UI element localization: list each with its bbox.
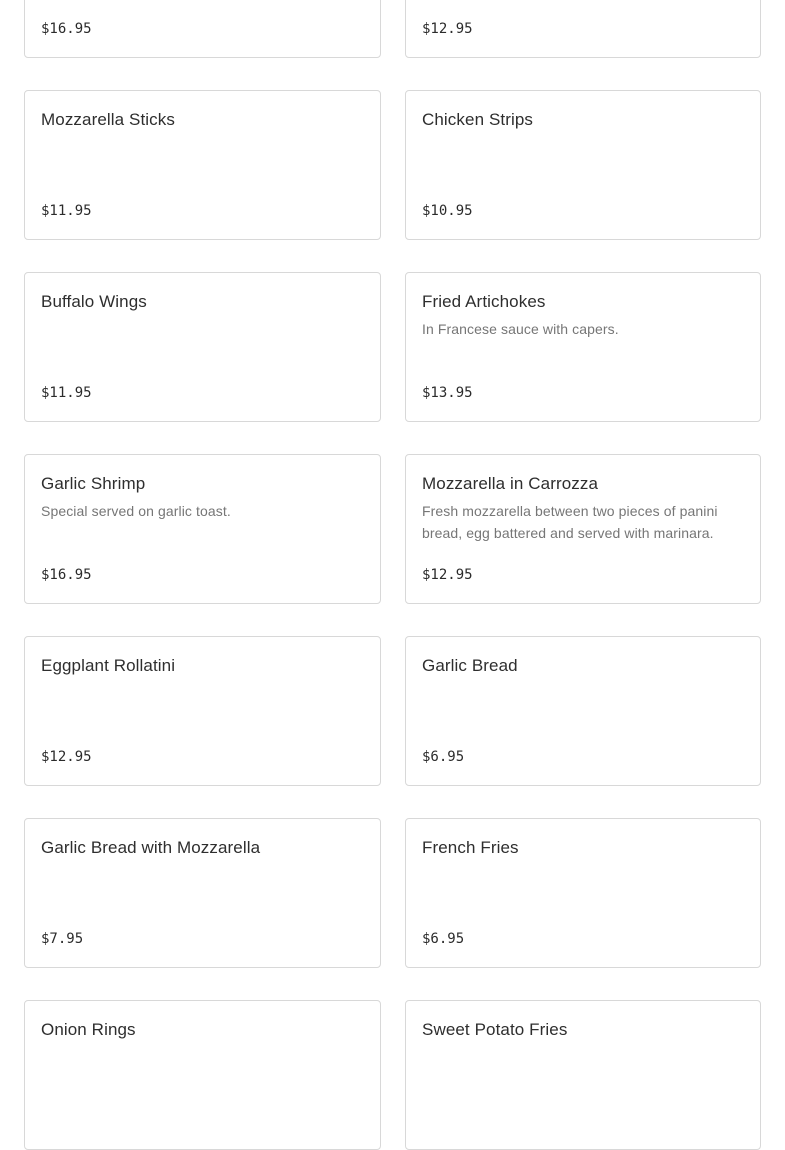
menu-item-name: Garlic Shrimp: [41, 474, 146, 493]
menu-item-price: $6.95: [422, 931, 465, 947]
menu-item-name: Mozzarella in Carrozza: [422, 474, 599, 493]
menu-item-price: $12.95: [422, 567, 473, 583]
menu-item-name: Fried Artichokes: [422, 292, 546, 311]
menu-item-name: Onion Rings: [41, 1020, 136, 1039]
menu-item-description: Fresh mozzarella between two pieces of panini bread, egg battered and served with marinara.: [422, 503, 718, 541]
menu-item-price: $11.95: [41, 203, 92, 219]
menu-item-price: $12.95: [422, 21, 473, 37]
menu-item-name: Chicken Strips: [422, 110, 533, 129]
menu-item-name: Garlic Bread: [422, 656, 518, 675]
menu-item-name: Sweet Potato Fries: [422, 1020, 568, 1039]
menu-item-name: French Fries: [422, 838, 519, 857]
menu-item-name: Buffalo Wings: [41, 292, 147, 311]
menu-item-price: $16.95: [41, 567, 92, 583]
menu-item-card[interactable]: [405, 90, 761, 240]
menu-item-card[interactable]: [24, 90, 381, 240]
menu-item-card[interactable]: [24, 272, 381, 422]
menu-item-name: Eggplant Rollatini: [41, 656, 176, 675]
menu-item-description: Special served on garlic toast.: [41, 503, 231, 519]
menu-item-price: $11.95: [41, 385, 92, 401]
menu-item-card[interactable]: [24, 818, 381, 968]
menu-item-name: Mozzarella Sticks: [41, 110, 175, 129]
menu-item-name: Garlic Bread with Mozzarella: [41, 838, 261, 857]
menu-item-card[interactable]: [405, 454, 761, 604]
menu-item-price: $16.95: [41, 21, 92, 37]
menu-item-card[interactable]: [405, 272, 761, 422]
menu-item-card[interactable]: [405, 818, 761, 968]
menu-item-card[interactable]: [24, 454, 381, 604]
menu-item-grid: [24, 0, 761, 1150]
menu-item-price: $13.95: [422, 385, 473, 401]
menu-item-price: $10.95: [422, 203, 473, 219]
menu-item-card[interactable]: [24, 636, 381, 786]
menu-item-card[interactable]: [24, 1000, 381, 1150]
menu-item-price: $6.95: [422, 749, 465, 765]
menu-item-price: $7.95: [41, 931, 84, 947]
menu-item-description: In Francese sauce with capers.: [422, 321, 619, 337]
menu-item-card[interactable]: [405, 1000, 761, 1150]
menu-item-card[interactable]: [24, 0, 381, 58]
menu-item-card[interactable]: [405, 0, 761, 58]
menu-item-price: $12.95: [41, 749, 92, 765]
menu-item-card[interactable]: [405, 636, 761, 786]
